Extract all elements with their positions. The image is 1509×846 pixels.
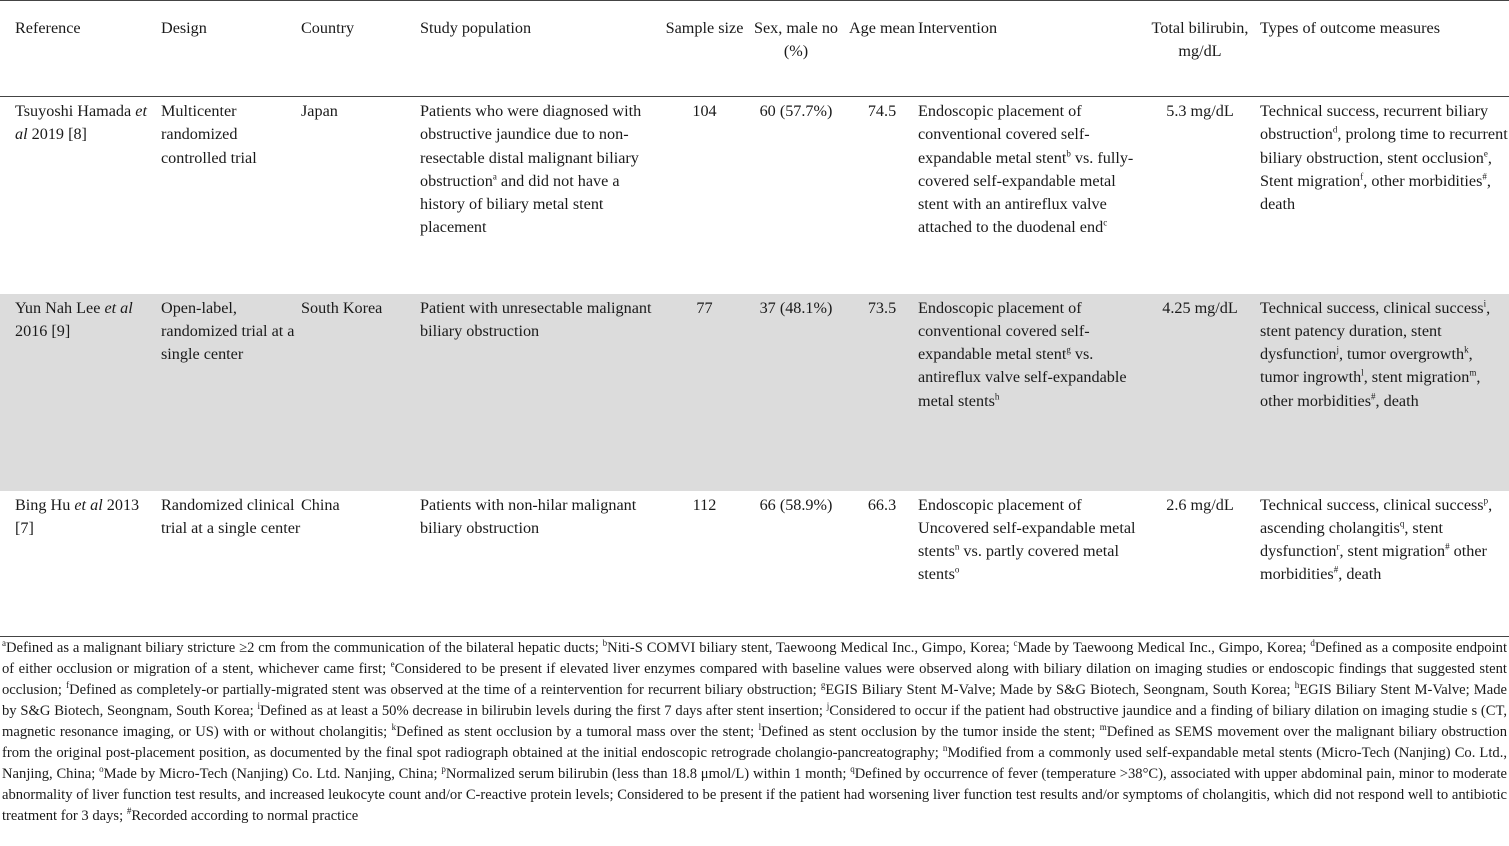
footnote-mark: m — [1099, 722, 1107, 733]
cell-intervention — [918, 97, 1140, 294]
footnote-mark: e — [1483, 148, 1488, 159]
cell-text: Randomized clinical trial at a single center — [161, 495, 301, 537]
cell-text: 112 — [692, 495, 717, 514]
footnote-mark: a — [2, 638, 6, 649]
cell-text: 5.3 mg/dL — [1166, 102, 1234, 120]
footnote — [2, 640, 603, 656]
footnote-mark: q — [850, 764, 855, 775]
cell-outcome-measures — [1260, 97, 1509, 294]
col-header-sample-size: Sample size — [665, 19, 744, 37]
cell-text: et al — [74, 495, 103, 514]
footnote-text: Defined as SEMS movement over the malignant biliary obstruction from the original post-placement position, as documented by the final spot radiograph obtained at the initial endoscopic retrograde cholangio-pancreatography; — [2, 724, 1507, 761]
footnote-mark: c — [1013, 638, 1018, 649]
cell-text: 66.3 — [867, 495, 897, 514]
cell-text: 66 (58.9%) — [759, 495, 833, 514]
footnote-mark: f — [1360, 171, 1364, 182]
cell-text: , other morbidities — [1363, 171, 1483, 190]
footnote — [603, 640, 1014, 656]
cell-text: , other morbidities — [1260, 368, 1481, 410]
col-header-total-bilirubin: Total bilirubin, mg/dL — [1151, 19, 1249, 61]
footnote-mark: o — [954, 565, 960, 575]
cell-intervention — [918, 294, 1140, 491]
cell-text: vs. antireflux valve self-expandable metal stents — [918, 345, 1127, 410]
cell-text: et al — [15, 102, 147, 144]
cell-text: , death — [1375, 391, 1419, 410]
cell-text: , stent patency duration, stent dysfunction — [1260, 298, 1491, 364]
cell-text: Endoscopic placement of Uncovered self-expandable metal stents — [918, 495, 1136, 561]
cell-outcome-measures — [1260, 491, 1509, 636]
cell-sample-size — [663, 294, 746, 491]
table-row — [0, 491, 1509, 636]
cell-text: et al — [104, 298, 133, 317]
footnote-mark: m — [1469, 368, 1477, 378]
cell-text: 104 — [692, 102, 717, 120]
cell-text: 2.6 mg/dL — [1166, 495, 1234, 514]
cell-text: , death — [1260, 171, 1491, 214]
footnote-text: EGIS Biliary Stent M-Valve; Made by S&G Biotech, Seongnam, South Korea; — [825, 682, 1295, 698]
footnote-mark: l — [1361, 368, 1364, 378]
cell-text: , stent dysfunction — [1260, 518, 1443, 561]
table-header — [0, 1, 1509, 97]
cell-text: , tumor overgrowth — [1338, 345, 1465, 364]
footnote-mark: p — [1483, 495, 1489, 506]
cell-text: , stent migration — [1339, 542, 1446, 561]
footnote — [99, 766, 441, 782]
cell-text: , ascending cholangitis — [1260, 495, 1493, 537]
footnote-text: Defined as completely-or partially-migrated stent was observed at the time of a reintervention for recurrent biliary obstruction; — [69, 682, 821, 698]
footnote-mark: g — [820, 680, 826, 691]
cell-age-mean — [846, 97, 918, 294]
cell-text: other morbidities — [1260, 542, 1487, 584]
cell-text: 73.5 — [867, 298, 897, 317]
footnote-text: Defined by occurrence of fever (temperature >38°C), associated with upper abdominal pain, minor to moderate abnormality of liver function test results, and increased leukocyte count and/or C-reactive protein levels; Considered to be present if the patient had worsening liver function test results and/or symptoms of cholangitis, which did not respond well to antibiotic treatment for 3 days; — [2, 766, 1507, 824]
footnote — [66, 682, 821, 698]
footnote-text: Defined as a malignant biliary stricture ≥2 cm from the communication of the bilateral hepatic ducts; — [6, 640, 603, 656]
cell-age-mean — [846, 491, 918, 636]
cell-text: Patient with unresectable malignant biliary obstruction — [420, 298, 652, 340]
footnote-mark: # — [126, 806, 132, 817]
footnote-mark: n — [954, 541, 960, 552]
table-body — [0, 97, 1509, 636]
footnote-mark: h — [1294, 680, 1300, 691]
cell-text: Endoscopic placement of conventional covered self-expandable metal stent — [918, 298, 1090, 364]
col-header-study-population: Study population — [420, 19, 532, 37]
cell-text: Bing Hu — [15, 495, 75, 514]
cell-outcome-measures — [1260, 294, 1509, 491]
footnote-mark: p — [441, 764, 446, 775]
cell-study-population — [420, 97, 663, 294]
footnote-mark: d — [1332, 124, 1338, 135]
footnote-text: Considered to occur if the patient had obstructive jaundice and a finding of biliary dilation on imaging studie s (CT, magnetic resonance imaging, or US) with or without cholangitis; — [2, 703, 1508, 740]
cell-intervention — [918, 491, 1140, 636]
cell-reference — [0, 97, 161, 294]
footnote-mark: i — [1483, 298, 1487, 309]
cell-text: Technical success, clinical success — [1260, 495, 1484, 514]
cell-design — [161, 491, 301, 636]
table-row — [0, 97, 1509, 294]
cell-text: Endoscopic placement of conventional covered self-expandable metal stent — [918, 102, 1090, 167]
cell-total-bilirubin — [1140, 491, 1260, 636]
footnote-mark: e — [390, 659, 395, 670]
cell-text: , prolong time to recurrent biliary obstruction, stent occlusion — [1260, 125, 1508, 167]
footnote-mark: f — [66, 680, 70, 691]
col-header-intervention: Intervention — [918, 19, 998, 37]
header-row — [0, 1, 1509, 97]
cell-sample-size — [663, 491, 746, 636]
cell-country — [301, 294, 420, 491]
footnote-mark: g — [1066, 344, 1071, 355]
cell-text: vs. fully-covered self-expandable metal stent with an antireflux valve attached to the duodenal end — [918, 148, 1134, 237]
col-header-country: Country — [301, 19, 355, 37]
footnote-text: Recorded according to normal practice — [131, 808, 359, 824]
footnote — [392, 724, 759, 740]
cell-design — [161, 294, 301, 491]
cell-text: Technical success, clinical success — [1260, 298, 1484, 317]
cell-text: 2013 [7] — [15, 495, 140, 537]
footnote — [1014, 640, 1311, 656]
cell-text: 4.25 mg/dL — [1162, 298, 1238, 317]
footnote-mark: c — [1103, 218, 1108, 229]
cell-text: Multicenter randomized controlled trial — [161, 102, 257, 167]
footnote — [759, 724, 1100, 740]
footnote — [257, 703, 826, 719]
cell-text: , tumor ingrowth — [1260, 345, 1473, 387]
footnote-text: Niti-S COMVI biliary stent, Taewoong Medical Inc., Gimpo, Korea; — [607, 640, 1014, 656]
footnote-mark: d — [1310, 638, 1315, 649]
footnote-text: Defined as stent occlusion by the tumor inside the stent; — [761, 724, 1100, 740]
footnote-mark: j — [826, 701, 830, 712]
cell-text: South Korea — [301, 298, 383, 317]
cell-text: and did not have a history of biliary metal stent placement — [420, 171, 620, 237]
cell-study-population — [420, 294, 663, 491]
col-header-outcome-measures: Types of outcome measures — [1260, 19, 1441, 37]
cell-reference — [0, 294, 161, 491]
footnote-mark: k — [391, 722, 397, 733]
col-header-age-mean: Age mean — [848, 19, 916, 37]
footnote-text: Considered to be present if elevated liver enzymes compared with baseline values were observed along with biliary dilation on imaging studies or endoscopic findings that suggested stent occlusion; — [2, 661, 1507, 698]
footnote-mark: h — [994, 391, 1000, 402]
footnote — [441, 766, 850, 782]
footnote-mark: q — [1399, 518, 1405, 529]
cell-text: , Stent migration — [1260, 148, 1492, 190]
cell-age-mean — [846, 294, 918, 491]
cell-text: Patients with non-hilar malignant biliary obstruction — [420, 495, 637, 537]
col-header-design: Design — [161, 19, 207, 37]
cell-text: China — [301, 495, 340, 514]
cell-text: 37 (48.1%) — [759, 298, 833, 317]
footnote-text: Made by Taewoong Medical Inc., Gimpo, Korea; — [1017, 640, 1311, 656]
col-header-sex-male: Sex, male no (%) — [753, 19, 839, 61]
footnote-mark: r — [1336, 541, 1340, 552]
cell-sex-male — [746, 97, 846, 294]
footnote-mark: j — [1336, 344, 1339, 355]
footnote-mark: o — [99, 764, 104, 775]
footnote-mark: l — [758, 722, 762, 733]
cell-text: , stent migration — [1363, 368, 1470, 387]
cell-total-bilirubin — [1140, 294, 1260, 491]
cell-country — [301, 97, 420, 294]
footnote-text: Defined as stent occlusion by a tumoral mass over the stent; — [396, 724, 759, 740]
cell-text: 60 (57.7%) — [759, 102, 833, 120]
footnote-mark: i — [257, 701, 260, 712]
cell-text: vs. partly covered metal stents — [918, 542, 1119, 584]
cell-text: Patients who were diagnosed with obstructive jaundice due to non-resectable distal malignant biliary obstruction — [420, 102, 642, 190]
footnote-mark: # — [1371, 391, 1376, 402]
cell-text: , death — [1338, 565, 1382, 584]
footnote-text: Defined as at least a 50% decrease in bilirubin levels during the first 7 days after stent insertion; — [259, 703, 827, 719]
table-row — [0, 294, 1509, 491]
cell-reference — [0, 491, 161, 636]
cell-text: 2019 [8] — [27, 125, 87, 144]
footnote-mark: b — [1066, 148, 1071, 159]
cell-text: 74.5 — [867, 102, 897, 120]
cell-text: 2016 [9] — [15, 321, 71, 340]
footnote-text: EGIS Biliary Stent M-Valve; Made by S&G Biotech, Seongnam, South Korea; — [2, 682, 1508, 719]
cell-text: Yun Nah Lee — [15, 298, 105, 317]
footnote-text: Modified from a commonly used self-expandable metal stents (Micro-Tech (Nanjing) Co. Ltd., Nanjing, China; — [2, 745, 1507, 782]
footnote-text: Defined as a composite endpoint of either occlusion or migration of a stent, whichever came first; — [2, 640, 1508, 677]
col-header-reference: Reference — [15, 19, 81, 37]
cell-country — [301, 491, 420, 636]
footnote-mark: # — [1333, 565, 1339, 575]
cell-text: Open-label, randomized trial at a single center — [161, 298, 295, 364]
footnote-text: Normalized serum bilirubin (less than 18.8 μmol/L) within 1 month; — [445, 766, 851, 782]
footnote-mark: n — [942, 743, 948, 754]
cell-text: Tsuyoshi Hamada — [15, 102, 136, 120]
footnote — [821, 682, 1295, 698]
cell-text: 77 — [696, 298, 713, 317]
cell-design — [161, 97, 301, 294]
cell-text: Japan — [301, 102, 338, 120]
footnote-mark: k — [1464, 344, 1469, 355]
footnote — [127, 808, 358, 824]
cell-study-population — [420, 491, 663, 636]
cell-total-bilirubin — [1140, 97, 1260, 294]
cell-sample-size — [663, 97, 746, 294]
cell-text: Technical success, recurrent biliary obstruction — [1260, 102, 1489, 144]
footnote-text: Made by Micro-Tech (Nanjing) Co. Ltd. Nanjing, China; — [103, 766, 442, 782]
cell-sex-male — [746, 491, 846, 636]
footnote-mark: b — [602, 638, 608, 649]
cell-sex-male — [746, 294, 846, 491]
table-footnotes — [0, 636, 1509, 846]
footnote-mark: # — [1482, 171, 1487, 182]
footnote-mark: a — [492, 171, 497, 182]
footnote-mark: # — [1445, 541, 1450, 552]
